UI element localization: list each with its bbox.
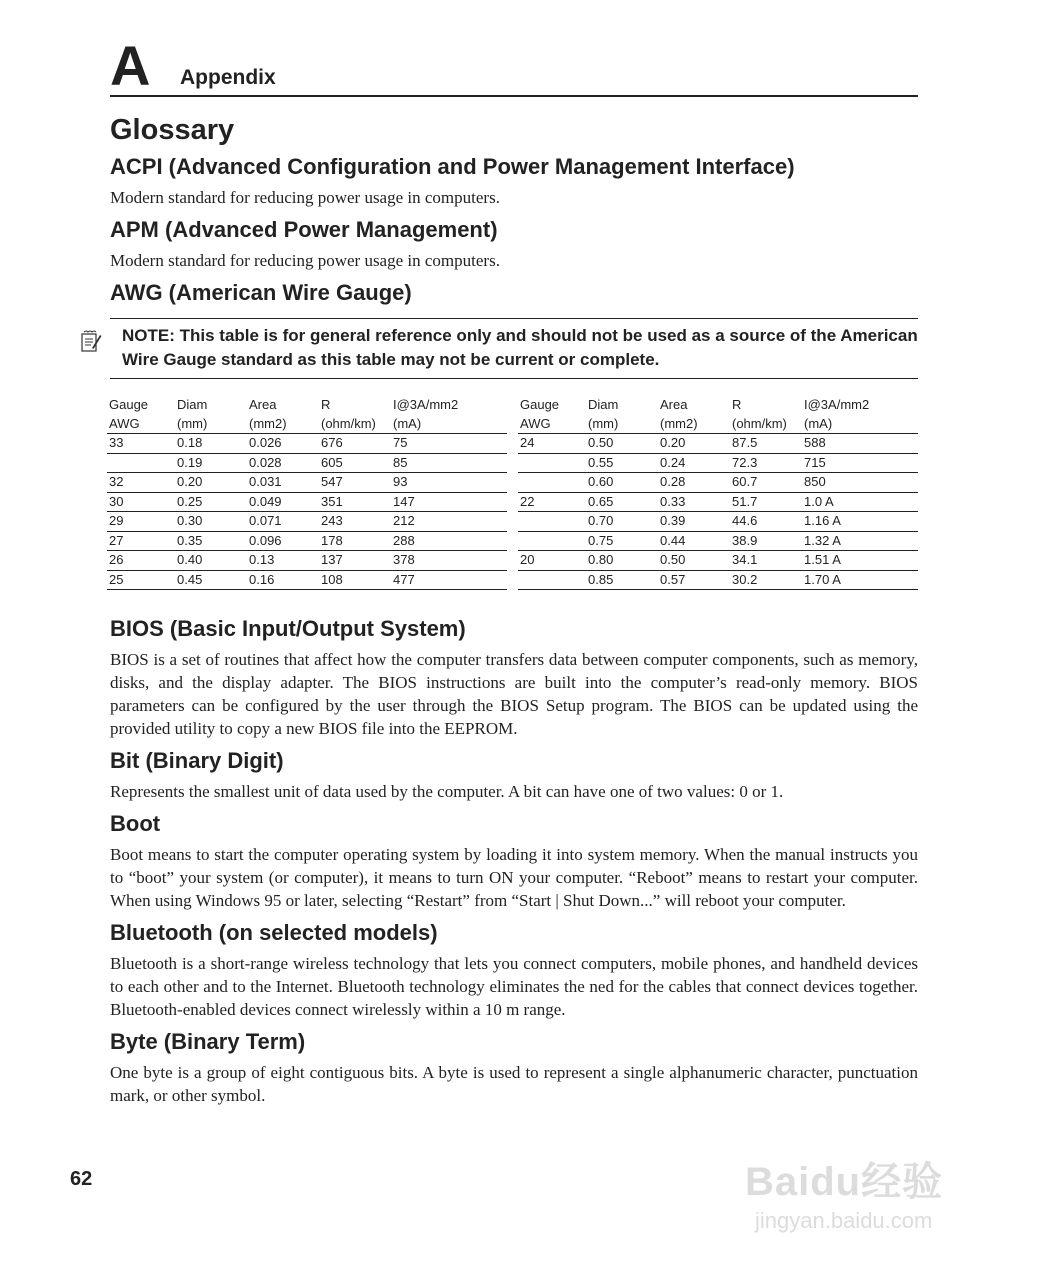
header-unit-mm2: (mm2) [247, 414, 319, 434]
table-cell: 605 [319, 453, 391, 473]
table-cell: 1.51 A [802, 551, 918, 571]
table-cell: 0.65 [586, 492, 658, 512]
desc-boot: Boot means to start the computer operating system by loading it into system memory. When the manual instructs you to “boot” your system (or computer), it means to turn ON your computer. “Reboot” means to restart your computer. When using Windows 95 or later, selecting “Restart” from “Start | Shut Down...” will reboot your computer. [110, 845, 918, 910]
table-row [107, 512, 507, 532]
appendix-title: Appendix [180, 66, 276, 89]
table-cell: 0.30 [175, 512, 247, 532]
table-cell: 1.32 A [802, 531, 918, 551]
table-row [107, 551, 507, 571]
table-cell: 44.6 [730, 512, 802, 532]
term-bit: Bit (Binary Digit) [110, 748, 284, 773]
table-cell: 0.40 [175, 551, 247, 571]
term-apm: APM (Advanced Power Management) [110, 217, 498, 242]
header-diam: Diam [588, 397, 619, 412]
table-row [518, 434, 918, 454]
table-cell: 378 [391, 551, 507, 571]
table-cell: 547 [319, 473, 391, 493]
desc-bios: BIOS is a set of routines that affect how the computer transfers data between computer components, such as memory, disks, and the display adapter. The BIOS instructions are built into the computer’s read-only memory. BIOS parameters can be configured by the user through the BIOS Setup program. The BIOS can be updated using the provided utility to copy a new BIOS file into the EEPROM. [110, 650, 918, 738]
table-cell: 108 [319, 570, 391, 590]
table-cell: 477 [391, 570, 507, 590]
table-cell: 0.049 [247, 492, 319, 512]
table-cell: 212 [391, 512, 507, 532]
header-current: I@3A/mm2 [393, 397, 459, 412]
table-row [518, 512, 918, 532]
awg-tables [107, 395, 918, 590]
header-unit-mm: (mm) [586, 414, 658, 434]
term-bios: BIOS (Basic Input/Output System) [110, 616, 466, 641]
table-cell: 24 [518, 434, 586, 454]
awg-table-left [107, 395, 507, 590]
watermark-url: jingyan.baidu.com [755, 1208, 933, 1233]
table-cell: 0.75 [586, 531, 658, 551]
table-cell: 178 [319, 531, 391, 551]
table-cell: 0.031 [247, 473, 319, 493]
table-cell: 51.7 [730, 492, 802, 512]
table-row [518, 492, 918, 512]
header-unit-ma: (mA) [391, 414, 507, 434]
glossary-title: Glossary [110, 114, 235, 146]
table-cell: 0.50 [586, 434, 658, 454]
table-cell: 288 [391, 531, 507, 551]
table-cell: 850 [802, 473, 918, 493]
term-acpi: ACPI (Advanced Configuration and Power Management Interface) [110, 154, 795, 179]
table-cell: 27 [107, 531, 175, 551]
table-cell: 0.33 [658, 492, 730, 512]
table-cell: 588 [802, 434, 918, 454]
header-gauge: Gauge [520, 397, 560, 412]
table-cell: 676 [319, 434, 391, 454]
table-cell: 0.25 [175, 492, 247, 512]
table-cell: 85 [391, 453, 507, 473]
header-current: I@3A/mm2 [804, 397, 870, 412]
table-row [107, 492, 507, 512]
table-cell: 32 [107, 473, 175, 493]
table-cell: 147 [391, 492, 507, 512]
appendix-letter: A [110, 34, 151, 97]
table-cell [518, 453, 586, 473]
table-row [107, 570, 507, 590]
header-awg: AWG [518, 414, 586, 434]
table-row [518, 453, 918, 473]
table-cell: 0.13 [247, 551, 319, 571]
header-gauge: Gauge [109, 397, 149, 412]
note-icon [80, 329, 102, 353]
term-bluetooth: Bluetooth (on selected models) [110, 920, 438, 945]
table-cell: 38.9 [730, 531, 802, 551]
table-cell: 0.80 [586, 551, 658, 571]
table-cell: 0.35 [175, 531, 247, 551]
desc-acpi: Modern standard for reducing power usage in computers. [110, 188, 500, 207]
table-cell: 1.16 A [802, 512, 918, 532]
awg-table-right [518, 395, 918, 590]
table-cell: 33 [107, 434, 175, 454]
table-cell: 60.7 [730, 473, 802, 493]
table-cell: 0.39 [658, 512, 730, 532]
table-cell: 0.85 [586, 570, 658, 590]
table-cell: 1.0 A [802, 492, 918, 512]
table-cell: 29 [107, 512, 175, 532]
table-cell [518, 531, 586, 551]
table-cell: 715 [802, 453, 918, 473]
table-cell: 0.20 [175, 473, 247, 493]
note-text: NOTE: This table is for general reference only and should not be used as a source of the American Wire Gauge standard as this table may not be current or complete. [122, 326, 918, 369]
term-byte: Byte (Binary Term) [110, 1029, 306, 1054]
table-cell: 0.18 [175, 434, 247, 454]
appendix-header [110, 34, 918, 97]
table-cell: 93 [391, 473, 507, 493]
table-cell: 0.60 [586, 473, 658, 493]
header-unit-ohm: (ohm/km) [319, 414, 391, 434]
table-row [107, 473, 507, 493]
header-unit-ma: (mA) [802, 414, 918, 434]
table-row [518, 570, 918, 590]
header-awg: AWG [107, 414, 175, 434]
table-cell: 243 [319, 512, 391, 532]
table-cell [518, 512, 586, 532]
table-cell: 0.28 [658, 473, 730, 493]
header-unit-mm2: (mm2) [658, 414, 730, 434]
table-cell: 0.50 [658, 551, 730, 571]
table-cell: 87.5 [730, 434, 802, 454]
desc-apm: Modern standard for reducing power usage in computers. [110, 251, 500, 270]
header-area: Area [660, 397, 688, 412]
table-row [518, 551, 918, 571]
table-cell: 0.44 [658, 531, 730, 551]
table-cell: 72.3 [730, 453, 802, 473]
table-cell: 75 [391, 434, 507, 454]
glossary-content [110, 108, 918, 1115]
header-area: Area [249, 397, 277, 412]
term-awg: AWG (American Wire Gauge) [110, 280, 412, 305]
table-cell: 0.24 [658, 453, 730, 473]
table-row [518, 473, 918, 493]
table-cell [107, 453, 175, 473]
table-row [107, 531, 507, 551]
header-diam: Diam [177, 397, 208, 412]
table-cell: 26 [107, 551, 175, 571]
table-cell [518, 473, 586, 493]
note-box [110, 318, 918, 379]
table-cell: 34.1 [730, 551, 802, 571]
table-cell: 30 [107, 492, 175, 512]
page-number: 62 [70, 1168, 93, 1190]
table-cell: 0.45 [175, 570, 247, 590]
term-boot: Boot [110, 811, 161, 836]
table-cell: 22 [518, 492, 586, 512]
table-cell: 351 [319, 492, 391, 512]
table-cell: 20 [518, 551, 586, 571]
table-cell: 0.16 [247, 570, 319, 590]
table-row [518, 531, 918, 551]
table-cell: 0.026 [247, 434, 319, 454]
table-row [107, 453, 507, 473]
header-r: R [321, 397, 331, 412]
table-cell: 0.096 [247, 531, 319, 551]
table-cell: 0.57 [658, 570, 730, 590]
table-cell [518, 570, 586, 590]
desc-bit: Represents the smallest unit of data used by the computer. A bit can have one of two values: 0 or 1. [110, 782, 784, 801]
table-cell: 1.70 A [802, 570, 918, 590]
table-cell: 0.70 [586, 512, 658, 532]
desc-bluetooth: Bluetooth is a short-range wireless technology that lets you connect computers, mobile phones, and handheld devices to each other and to the Internet. Bluetooth technology eliminates the ned for the cables that connect devices together. Bluetooth-enabled devices connect wirelessly within a 10 m range. [110, 954, 918, 1019]
header-unit-ohm: (ohm/km) [730, 414, 802, 434]
header-unit-mm: (mm) [175, 414, 247, 434]
baidu-watermark [745, 1150, 995, 1240]
desc-byte: One byte is a group of eight contiguous bits. A byte is used to represent a single alphanumeric character, punctuation mark, or other symbol. [110, 1063, 918, 1105]
table-cell: 0.19 [175, 453, 247, 473]
table-cell: 25 [107, 570, 175, 590]
table-cell: 137 [319, 551, 391, 571]
table-cell: 0.028 [247, 453, 319, 473]
header-r: R [732, 397, 742, 412]
table-cell: 0.55 [586, 453, 658, 473]
table-cell: 0.20 [658, 434, 730, 454]
table-cell: 0.071 [247, 512, 319, 532]
table-row [107, 434, 507, 454]
table-cell: 30.2 [730, 570, 802, 590]
watermark-logo-text: Baidu经验 [745, 1160, 944, 1204]
